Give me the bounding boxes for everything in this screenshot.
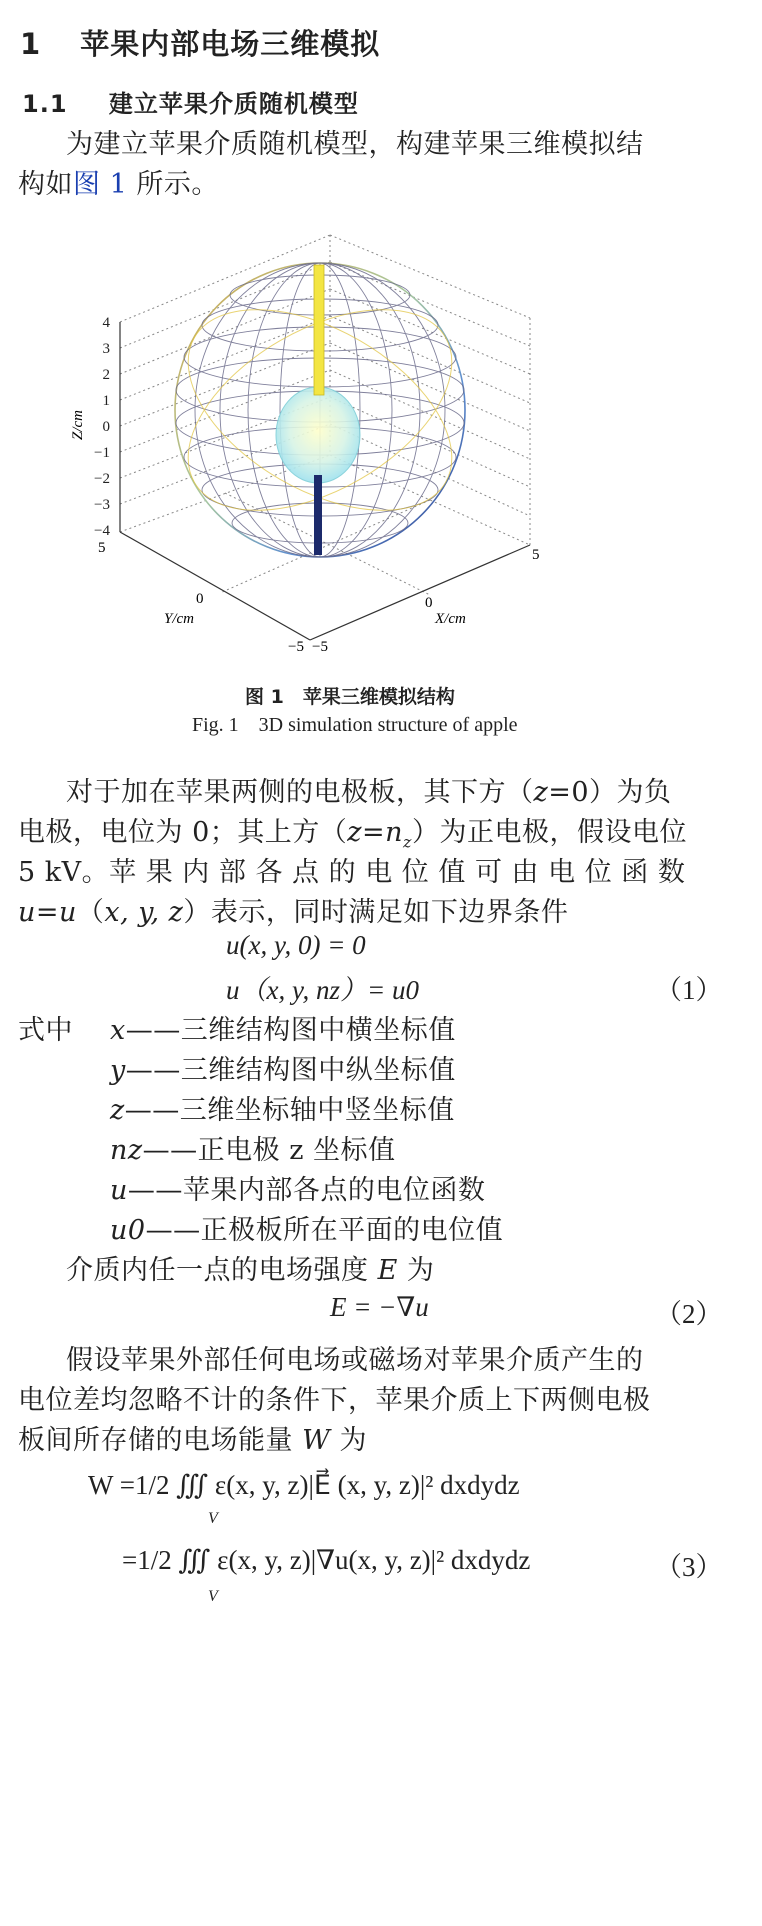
var-n: n: [385, 817, 404, 848]
x-tick: 5: [532, 547, 540, 563]
symbol: u: [110, 1175, 128, 1206]
text: ）表示，同时满足如下边界条件: [183, 897, 569, 928]
text: =0）为负: [548, 777, 672, 808]
para2-line1: [66, 770, 672, 809]
vars: x, y, z: [104, 897, 184, 928]
integral-subscript: V: [208, 1510, 218, 1527]
var-e: E: [377, 1255, 398, 1286]
equation-3-number: （3）: [655, 1552, 723, 1582]
para2-line4: [18, 890, 568, 929]
para1-line2: [18, 162, 219, 201]
description: ——正极板所在平面的电位值: [145, 1215, 504, 1246]
description: ——苹果内部各点的电位函数: [127, 1175, 486, 1206]
section-title: 苹果内部电场三维模拟: [80, 27, 381, 61]
y-tick: 0: [196, 591, 204, 607]
text: 对于加在苹果两侧的电极板，其下方（: [66, 777, 534, 808]
section-number: 1: [20, 27, 42, 61]
z-tick: −2: [94, 471, 110, 487]
z-tick: 1: [102, 393, 110, 409]
integral-subscript: V: [208, 1588, 218, 1605]
var-u: u: [59, 897, 77, 928]
para1-line1: 为建立苹果介质随机模型，构建苹果三维模拟结: [66, 129, 644, 160]
symbol: u0: [110, 1215, 146, 1246]
equation-1-line2: u（x, y, nz）= u0: [226, 975, 419, 1005]
x-tick: 0: [425, 595, 433, 611]
subsection-title: 建立苹果介质随机模型: [108, 90, 359, 118]
equation-2-number: （2）: [655, 1299, 723, 1329]
figure-caption-en: Fig. 1 3D simulation structure of apple: [192, 714, 518, 736]
where-label: 式中: [18, 1015, 73, 1046]
symbol: z: [110, 1095, 125, 1126]
where-item: [110, 1208, 503, 1247]
para3: [66, 1248, 434, 1287]
para4-line3: [18, 1418, 367, 1457]
text: ）为正电极，假设电位: [411, 817, 687, 848]
where-item: [110, 1128, 396, 1167]
text: 为: [330, 1425, 367, 1456]
var-z: z: [347, 817, 362, 848]
apple-sphere: [154, 263, 485, 557]
equation-2: E = −∇u: [330, 1292, 429, 1322]
para4-line1: 假设苹果外部任何电场或磁场对苹果介质产生的: [66, 1345, 644, 1376]
para2-line2: [18, 810, 687, 851]
y-axis-label: Y/cm: [164, 611, 194, 627]
y-tick: 5: [98, 540, 106, 556]
equation-3-line1: W =1/2 ∭ ε(x, y, z)|E⃗ (x, y, z)|² dxdydz: [88, 1470, 520, 1500]
var-w: W: [302, 1425, 331, 1456]
z-tick: −4: [94, 523, 110, 539]
z-tick: −3: [94, 497, 110, 513]
para1-text: 构如: [18, 169, 73, 200]
z-tick: −1: [94, 445, 110, 461]
equation-3-line2: =1/2 ∭ ε(x, y, z)|∇u(x, y, z)|² dxdydz: [122, 1545, 531, 1575]
where-item: [110, 1088, 455, 1127]
section-heading: [20, 22, 380, 63]
symbol: x: [110, 1015, 126, 1046]
text: 介质内任一点的电场强度: [66, 1255, 378, 1286]
symbol: nz: [110, 1135, 143, 1166]
z-tick: 3: [102, 341, 110, 357]
z-tick-labels: [94, 315, 110, 539]
figure-caption-cn: 图 1 苹果三维模拟结构: [245, 686, 455, 708]
text: 板间所存储的电场能量: [18, 1425, 303, 1456]
z-tick: 4: [102, 315, 110, 331]
description: ——正电极 z 坐标值: [142, 1135, 396, 1166]
text: =: [362, 817, 386, 848]
description: ——三维结构图中横坐标值: [125, 1015, 456, 1046]
z-tick: 0: [102, 419, 110, 435]
para1-text-end: 所示。: [127, 169, 219, 200]
y-tick: −5: [288, 639, 304, 655]
figure-link[interactable]: 图 1: [73, 169, 128, 200]
x-tick: −5: [312, 639, 328, 655]
text: =: [35, 897, 60, 928]
para2-line3: 5 kV。苹 果 内 部 各 点 的 电 位 值 可 由 电 位 函 数: [18, 857, 686, 888]
text: （: [76, 897, 105, 928]
var-z: z: [533, 777, 549, 808]
z-axis-label: Z/cm: [70, 410, 86, 440]
text: 电极，电位为 0；其上方（: [18, 817, 348, 848]
equation-1-line1: u(x, y, 0) = 0: [226, 930, 366, 960]
subsection-number: 1.1: [22, 90, 68, 118]
apple-3d-figure: [60, 225, 680, 675]
text: 为: [397, 1255, 435, 1286]
where-item: [110, 1048, 456, 1087]
z-tick: 2: [102, 367, 110, 383]
where-item: [110, 1168, 485, 1207]
equation-1-number: （1）: [655, 975, 723, 1005]
sub-z: z: [403, 832, 412, 852]
description: ——三维坐标轴中竖坐标值: [124, 1095, 455, 1126]
symbol: y: [110, 1055, 126, 1086]
subsection-heading: [22, 84, 359, 119]
x-axis-label: X/cm: [435, 611, 466, 627]
where-item: [110, 1008, 456, 1047]
var-u: u: [18, 897, 36, 928]
para4-line2: 电位差均忽略不计的条件下，苹果介质上下两侧电极: [18, 1385, 651, 1416]
description: ——三维结构图中纵坐标值: [125, 1055, 456, 1086]
